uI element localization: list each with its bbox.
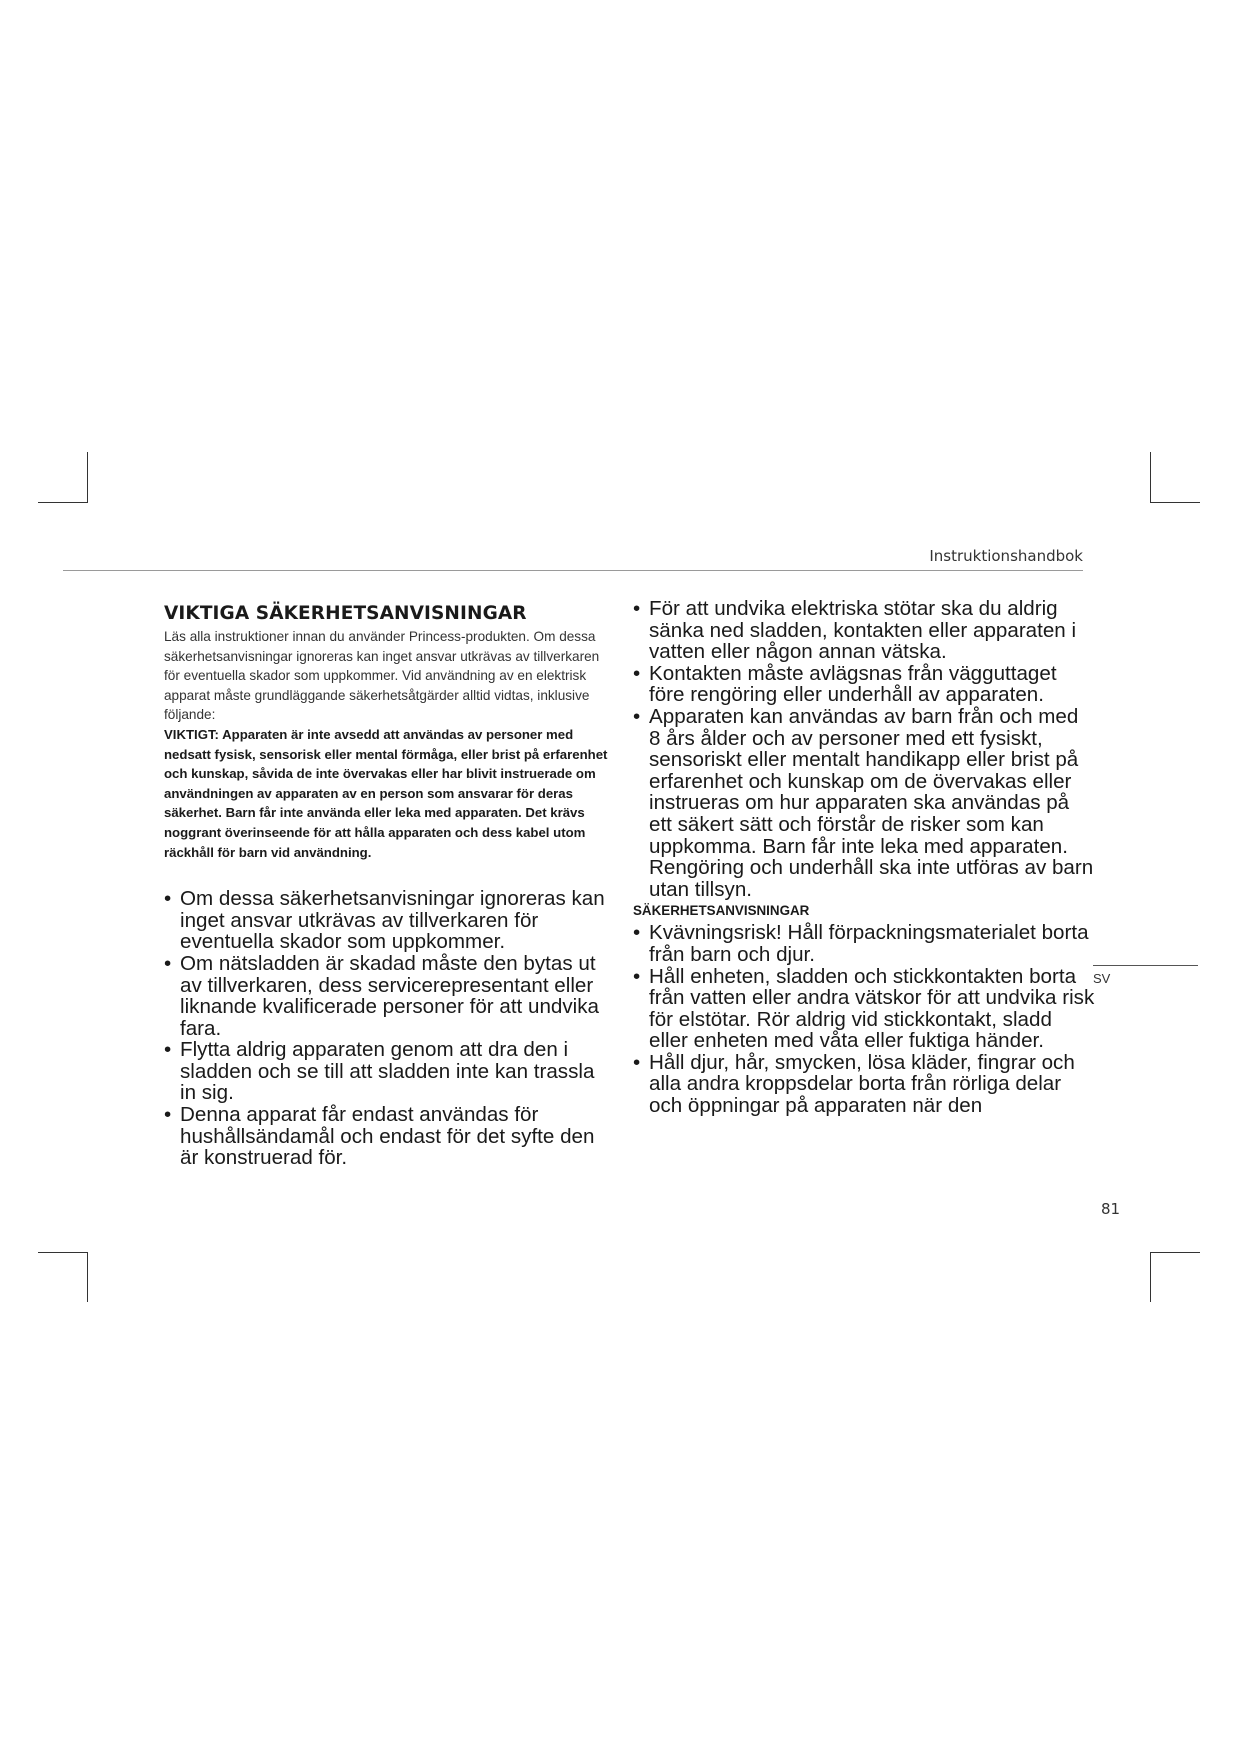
left-bullet-list: [164, 888, 614, 1169]
page-number: 81: [1101, 1200, 1121, 1218]
bullet-glyph: •: [164, 887, 172, 911]
list-item-text: Flytta aldrig apparaten genom att dra den i sladden och se till att sladden inte kan trassla in sig.: [180, 1038, 595, 1105]
list-item: [164, 1039, 614, 1104]
bullet-glyph: •: [633, 1050, 641, 1074]
list-item-text: För att undvika elektriska stötar ska du aldrig sänka ned sladden, kontakten eller apparaten i vatten eller någon annan vätska.: [649, 597, 1077, 664]
main-heading: VIKTIGA SÄKERHETSANVISNINGAR: [164, 603, 527, 624]
list-item-text: Håll djur, hår, smycken, lösa kläder, fingrar och alla andra kroppsdelar borta från rörliga delar och öppningar på apparaten när den: [649, 1050, 1075, 1118]
bullet-glyph: •: [164, 951, 172, 975]
section-subheading: SÄKERHETSANVISNINGAR: [633, 903, 810, 919]
header-divider: [63, 570, 1083, 571]
list-item: [633, 663, 1095, 706]
list-item-text: Apparaten kan användas av barn från och med 8 års ålder och av personer med ett fysiskt, sensoriskt eller mentalt handikapp eller brist på erfarenhet och kunskap om de övervakas eller instrueras om hur apparaten ska användas på ett säkert sätt och förstår de risker som kan uppkomma. Barn får inte leka med apparaten. Rengöring och underhåll ska inte utföras av barn utan tillsyn.: [649, 704, 1094, 901]
list-item: [164, 953, 614, 1039]
list-item: [633, 922, 1095, 965]
bullet-glyph: •: [633, 964, 641, 988]
bullet-glyph: •: [633, 661, 641, 685]
list-item: [633, 1052, 1095, 1117]
list-item: [164, 1104, 614, 1169]
list-item-text: Håll enheten, sladden och stickkontakten borta från vatten eller andra vätskor för att undvika risk för elstötar. Rör aldrig vid stickkontakt, sladd eller enheten med våta eller fuktiga händer.: [649, 964, 1095, 1053]
list-item: [633, 966, 1095, 1052]
right-column: [633, 598, 1095, 1117]
bullet-glyph: •: [633, 704, 641, 728]
list-item-text: Om nätsladden är skadad måste den bytas ut av tillverkaren, dess servicerepresentant eller liknande kvalificerade personer för att undvika fara.: [180, 951, 599, 1040]
right-bullet-list-bottom: [633, 922, 1095, 1116]
important-paragraph: VIKTIGT: Apparaten är inte avsedd att användas av personer med nedsatt fysisk, sensorisk eller mental förmåga, eller brist på erfarenhet och kunskap, såvida de inte övervakas eller har blivit instruerade om användningen av apparaten av en person som ansvarar för deras säkerhet. Barn får inte använda eller leka med apparaten. Det krävs noggrant överinseende för att hålla apparaten och dess kabel utom räckhåll för barn vid användning.: [164, 726, 608, 860]
bullet-glyph: •: [164, 1038, 172, 1062]
list-item-text: Om dessa säkerhetsanvisningar ignoreras kan inget ansvar utkrävas av tillverkaren för eventuella skador som uppkommer.: [180, 887, 605, 954]
right-bullet-list-top: [633, 598, 1095, 900]
header-title: Instruktionshandbok: [929, 547, 1083, 565]
list-item: [164, 888, 614, 953]
intro-paragraph: Läs alla instruktioner innan du använder Princess-produkten. Om dessa säkerhetsanvisningar ignoreras kan inget ansvar utkrävas av tillverkaren för eventuella skador som uppkommer. Vid användning av en elektrisk apparat måste grundläggande säkerhetsåtgärder alltid vidtas, inklusive följande:: [164, 629, 600, 723]
language-tab-divider: [1093, 965, 1198, 966]
language-label: SV: [1093, 971, 1111, 986]
list-item-text: Denna apparat får endast användas för hushållsändamål och endast för det syfte den är konstruerad för.: [180, 1103, 595, 1170]
list-item: [633, 706, 1095, 900]
left-column: [164, 603, 614, 1169]
bullet-glyph: •: [633, 921, 641, 945]
list-item-text: Kontakten måste avlägsnas från vägguttaget före rengöring eller underhåll av apparaten.: [649, 661, 1057, 707]
bullet-glyph: •: [633, 597, 641, 620]
list-item: [633, 598, 1095, 663]
list-item-text: Kvävningsrisk! Håll förpackningsmaterialet borta från barn och djur.: [649, 921, 1089, 966]
bullet-glyph: •: [164, 1103, 172, 1127]
